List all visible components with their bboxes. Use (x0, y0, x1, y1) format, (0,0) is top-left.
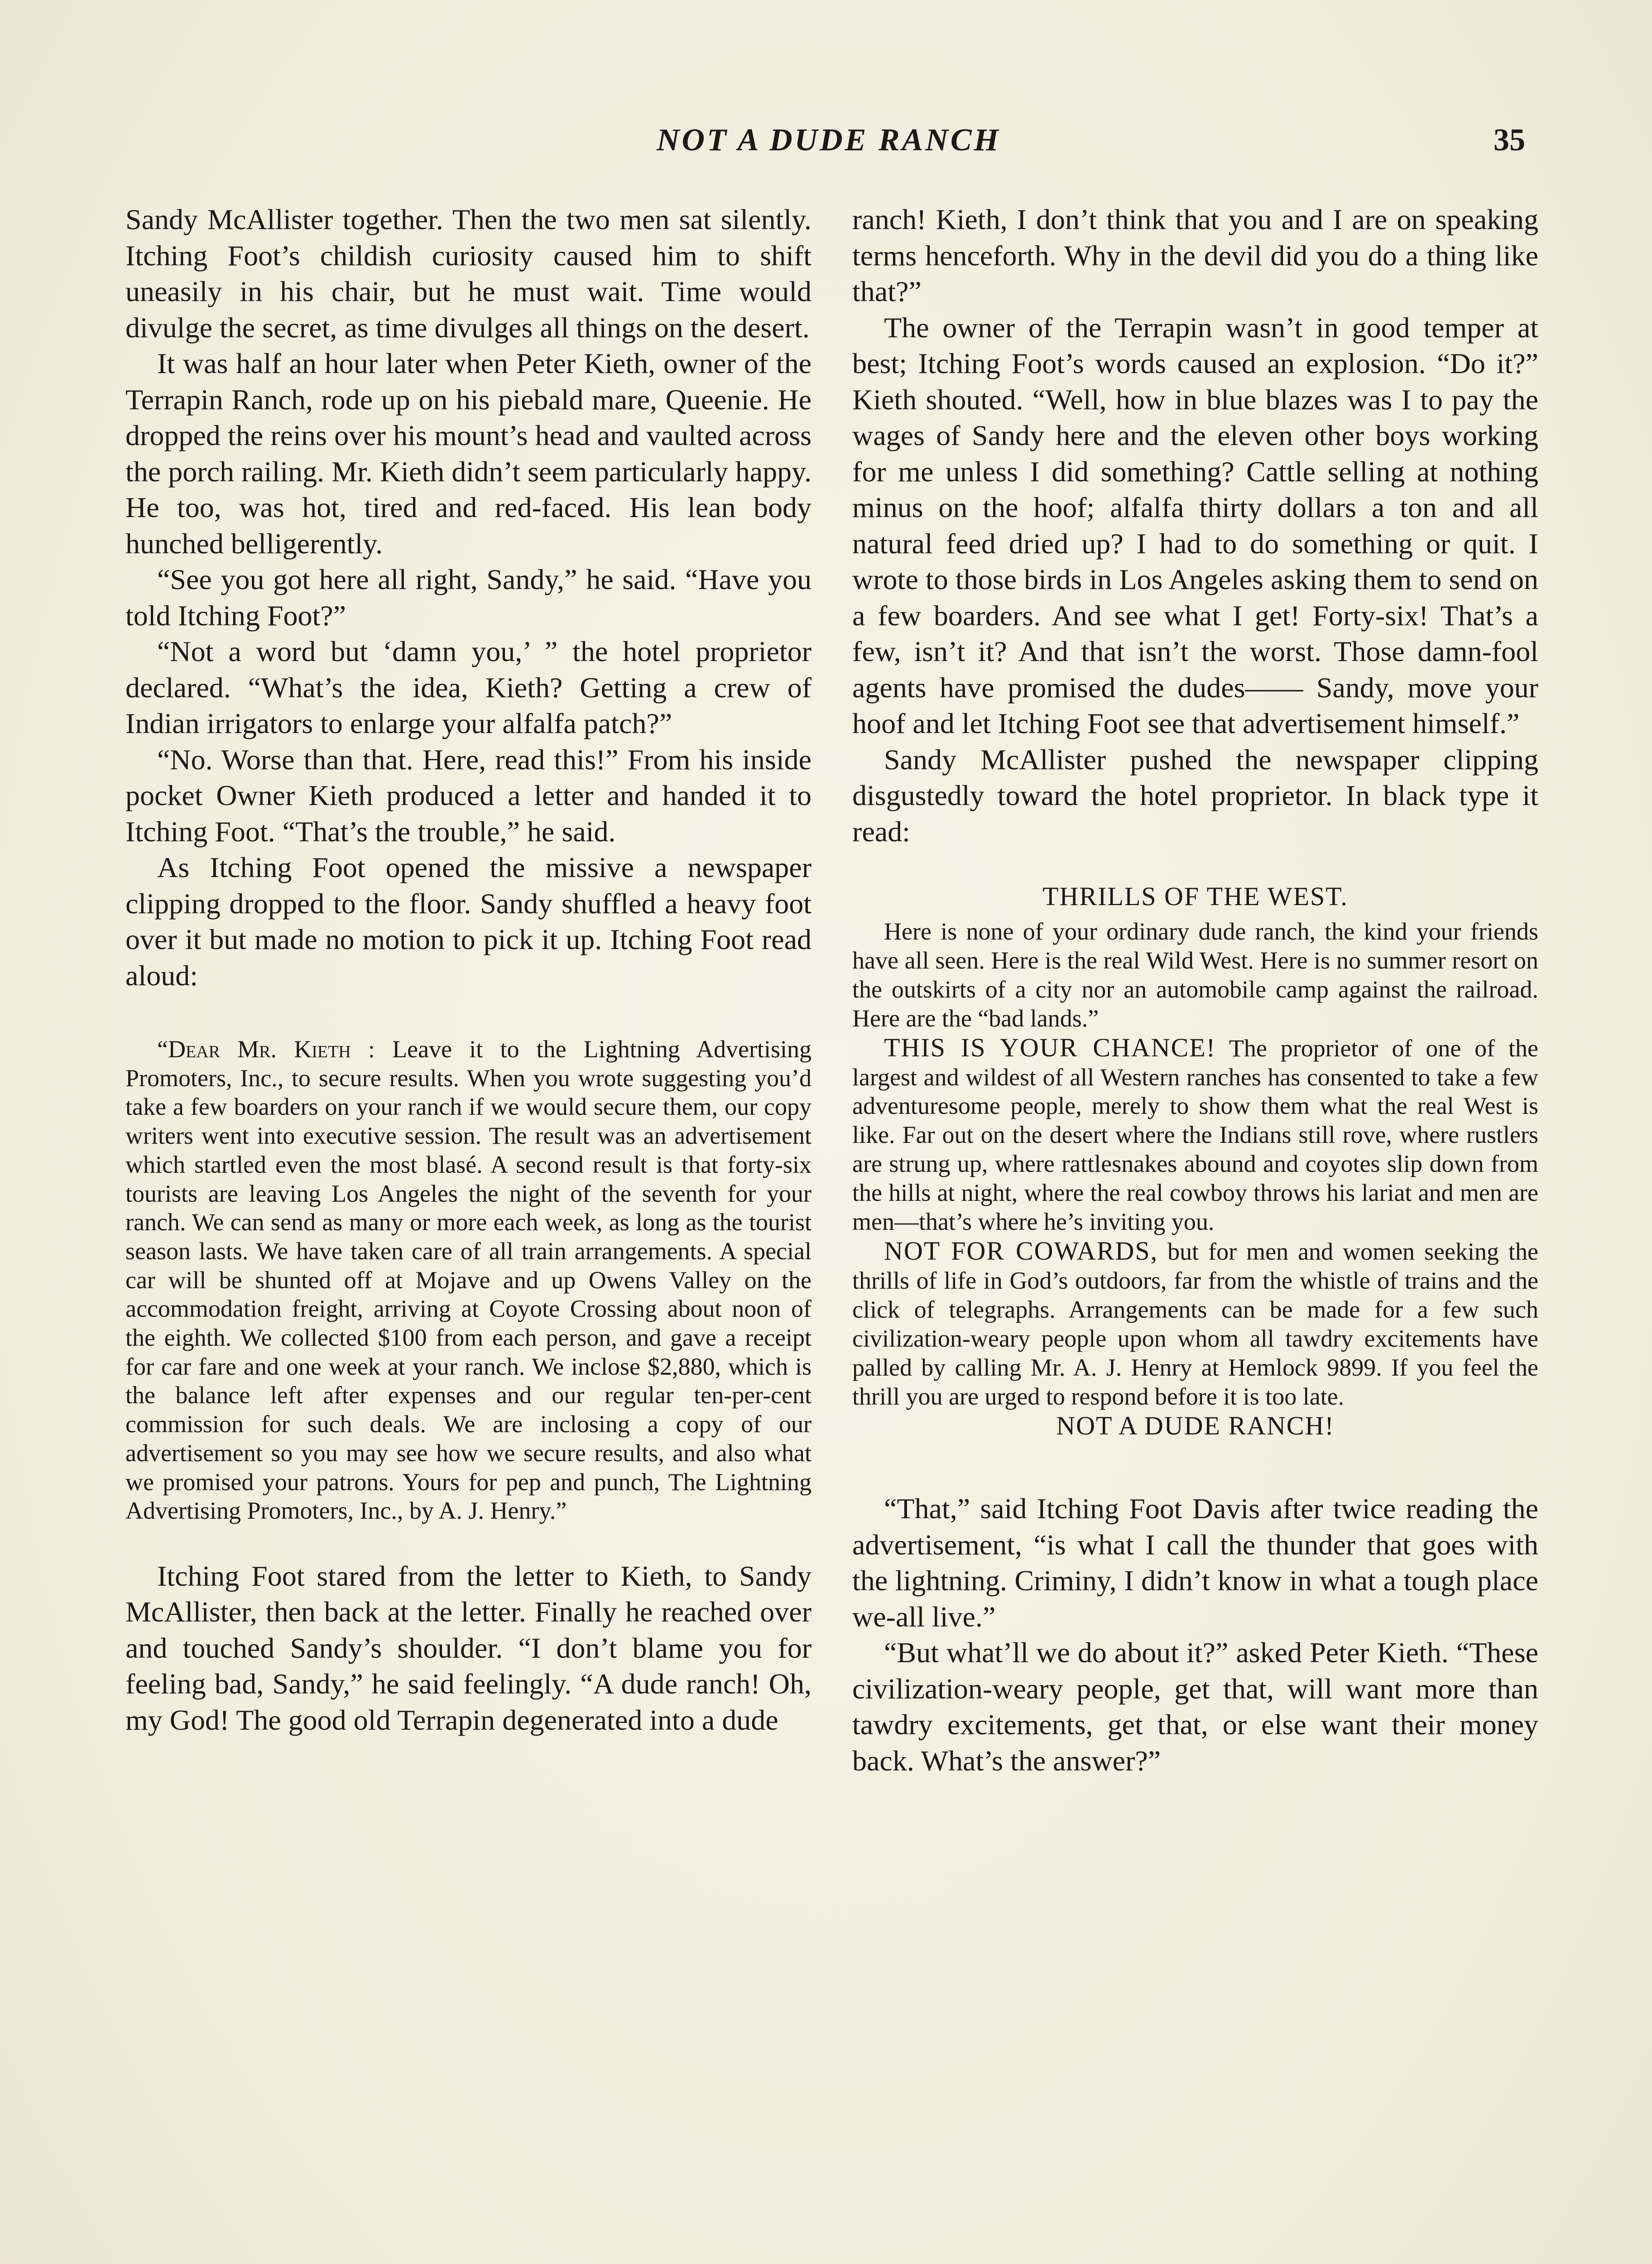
ad-paragraph-cowards (852, 1237, 1538, 1411)
right-column (852, 201, 1538, 1779)
ad-text-cowards: but for men and women seeking the thrills of life in God’s outdoors, far from the whistle of trains and the click of telegraphs. Arrangements can be made for a few such civilization-weary people upon whom all tawdry excitements have palled by calling Mr. A. J. Henry at Hemlock 9899. If you feel the thrill you are urged to respond before it is too late. (852, 1238, 1538, 1410)
newspaper-advertisement (852, 882, 1538, 1441)
ad-paragraph-chance (852, 1033, 1538, 1237)
body-paragraph: Sandy McAllister together. Then the two men sat silently. Itching Foot’s childish curiosity caused him to shift uneasily in his chair, but he must wait. Time would divulge the secret, as time divulges all things on the desert. (125, 203, 812, 344)
running-title: NOT A DUDE RANCH (656, 123, 1001, 158)
ad-closing: NOT A DUDE RANCH! (1056, 1411, 1335, 1441)
ad-text-chance: The proprietor of one of the largest and wildest of all Western ranches has consented to take a few adventuresome people, merely to show them what the real West is like. Far out on the desert where the Indians still rove, where rustlers are strung up, where rattlesnakes abound and coyotes slip down from the hills at night, where the real cowboy throws his lariat and men are men—that’s where he’s inviting you. (852, 1034, 1538, 1236)
ad-lead-cowards: NOT FOR COWARDS, (884, 1236, 1158, 1266)
body-paragraph: The owner of the Terrapin wasn’t in good temper at best; Itching Foot’s words caused an explosion. “Do it?” Kieth shouted. “Well, how in blue blazes was I to pay the wages of Sandy here and the eleven other boys working for me unless I did something? Cattle selling at nothing minus on the hoof; alfalfa thirty dollars a ton and all natural feed dried up? I had to do something or quit. I wrote to those birds in Los Angeles asking them to send on a few boarders. And see what I get! Forty-six! That’s a few, isn’t it? And that isn’t the worst. Those damn-fool agents have promised the dudes—— Sandy, move your hoof and let Itching Foot see that advertisement himself.” (852, 311, 1538, 739)
ad-intro: Here is none of your ordinary dude ranch, the kind your friends have all seen. Here is the real Wild West. Here is no summer resort on the outskirts of a city nor an automobile camp against the railroad. Here are the “bad lands.” (852, 918, 1538, 1032)
body-paragraph: “That,” said Itching Foot Davis after twice reading the advertisement, “is what I call the thunder that goes with the lightning. Criminy, I didn’t know in what a tough place we-all live.” (852, 1492, 1538, 1633)
ad-heading: THRILLS OF THE WEST. (1042, 882, 1348, 911)
letter-text (125, 1035, 812, 1525)
body-paragraph: “Not a word but ‘damn you,’ ” the hotel proprietor declared. “What’s the idea, Kieth? Getting a crew of Indian irrigators to enlarge your alfalfa patch?” (125, 635, 812, 739)
body-paragraph: “No. Worse than that. Here, read this!” From his inside pocket Owner Kieth produced a letter and handed it to Itching Foot. “That’s the trouble,” he said. (125, 743, 812, 848)
body-paragraph: “See you got here all right, Sandy,” he said. “Have you told Itching Foot?” (125, 563, 812, 632)
body-paragraph: Sandy McAllister pushed the newspaper clipping disgustedly toward the hotel proprietor. In black type it read: (852, 743, 1538, 848)
body-paragraph: It was half an hour later when Peter Kieth, owner of the Terrapin Ranch, rode up on his piebald mare, Queenie. He dropped the reins over his mount’s head and vaulted across the porch railing. Mr. Kieth didn’t seem particularly happy. He too, was hot, tired and red-faced. His lean body hunched belligerently. (125, 347, 812, 560)
quoted-letter (125, 1035, 812, 1525)
body-paragraph: “But what’ll we do about it?” asked Peter Kieth. “These civilization-weary people, get that, will want more than tawdry excitements, get that, or else want their money back. What’s the answer?” (852, 1636, 1538, 1777)
body-paragraph: ranch! Kieth, I don’t think that you and I are on speaking terms henceforth. Why in the devil did you do a thing like that?” (852, 203, 1538, 307)
page-number: 35 (1494, 123, 1525, 158)
ad-lead-chance: THIS IS YOUR CHANCE! (884, 1032, 1216, 1062)
letter-body: Leave it to the Lightning Advertising Promoters, Inc., to secure results. When you wrote suggesting you’d take a few boarders on your ranch if we would secure them, our copy writers went into executive session. The result was an advertisement which startled even the most blasé. A second result is that forty-six tourists are leaving Los Angeles the night of the seventh for your ranch. We can send as many or more each week, as long as the tourist season lasts. We have taken care of all train arrangements. A special car will be shunted off at Mojave and up Owens Valley on the accommodation freight, arriving at Coyote Crossing about noon of the eighth. We collected $100 from each person, and gave a receipt for car fare and one week at your ranch. We inclose $2,880, which is the balance left after expenses and our regular ten-per-cent commission for such deals. We are inclosing a copy of our advertisement so you may see how we secure results, and also what we promised your patrons. Yours for pep and punch, The Lightning Advertising Promoters, Inc., by A. J. Henry.” (125, 1036, 812, 1525)
body-paragraph: As Itching Foot opened the missive a newspaper clipping dropped to the floor. Sandy shuffled a heavy foot over it but made no motion to pick it up. Itching Foot read aloud: (125, 851, 812, 992)
letter-salutation: “Dear Mr. Kieth : (157, 1036, 375, 1063)
left-column (125, 201, 812, 1738)
body-paragraph: Itching Foot stared from the letter to Kieth, to Sandy McAllister, then back at the letter. Finally he reached over and touched Sandy’s shoulder. “I don’t blame you for feeling bad, Sandy,” he said feelingly. “A dude ranch! Oh, my God! The good old Terrapin degenerated into a dude (125, 1559, 812, 1736)
